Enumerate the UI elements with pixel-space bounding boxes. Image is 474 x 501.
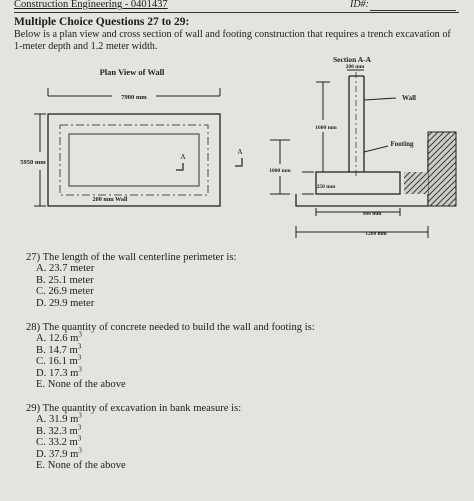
question-27 bbox=[26, 252, 236, 309]
plan-wall-label: 200 mm Wall bbox=[92, 196, 128, 203]
id-label: ID#: bbox=[350, 0, 369, 10]
svg-text:Wall: Wall bbox=[401, 94, 417, 102]
footing-name-callout bbox=[364, 140, 414, 152]
wall-height-dimension bbox=[315, 82, 337, 172]
section-footing bbox=[316, 172, 400, 194]
question-29 bbox=[26, 403, 241, 471]
section-title: Multiple Choice Questions 27 to 29: bbox=[14, 16, 190, 28]
plan-length-dimension bbox=[48, 88, 220, 101]
page-header bbox=[14, 0, 459, 13]
answer-option[interactable]: E. None of the above bbox=[36, 379, 126, 391]
answer-option[interactable]: B. 32.3 $m^3$ bbox=[36, 423, 82, 437]
plan-length-label: 7900 mm bbox=[121, 94, 147, 101]
answer-option[interactable]: C. 33.2 $m^3$ bbox=[36, 434, 82, 449]
plan-wall-outer bbox=[48, 114, 220, 206]
svg-text:A: A bbox=[180, 152, 186, 161]
question-stem: 27) The length of the wall centerline perimeter is: bbox=[26, 252, 237, 263]
question-stem: 29) The quantity of excavation in bank measure is: bbox=[26, 403, 242, 414]
soil-hatch bbox=[428, 132, 456, 206]
plan-view-title: Plan View of Wall bbox=[99, 67, 165, 77]
answer-option[interactable]: E. None of the above bbox=[36, 460, 126, 472]
section-marker-right bbox=[235, 147, 243, 166]
svg-text:1600 mm: 1600 mm bbox=[315, 125, 337, 131]
footing-depth-dimension bbox=[302, 172, 336, 194]
answer-option[interactable]: C. 16.1 $m^3$ bbox=[36, 353, 82, 368]
footing-width-dimension bbox=[316, 208, 400, 217]
svg-text:250 mm: 250 mm bbox=[316, 184, 336, 190]
id-blank-line bbox=[370, 10, 456, 11]
question-stem: 28) The quantity of concrete needed to build the wall and footing is: bbox=[26, 322, 315, 333]
svg-text:900 mm: 900 mm bbox=[362, 211, 382, 217]
question-28 bbox=[26, 322, 315, 390]
plan-width-label: 5950 mm bbox=[20, 159, 46, 166]
answer-option[interactable]: D. 37.9 $m^3$ bbox=[36, 446, 82, 460]
section-wall bbox=[349, 76, 364, 172]
svg-text:1200 mm: 1200 mm bbox=[365, 231, 387, 237]
svg-text:200 mm: 200 mm bbox=[345, 64, 365, 70]
answer-option[interactable]: A. 12.6 $m^3$ bbox=[36, 330, 82, 345]
answer-option[interactable]: B. 25.1 meter bbox=[36, 274, 94, 286]
svg-text:Footing: Footing bbox=[390, 140, 414, 148]
intro-text: Below is a plan view and cross section of wall and footing construction that requires a trench excavation of 1-meter depth and 1.2 meter width. bbox=[14, 29, 451, 52]
answer-option[interactable]: D. 29.9 meter bbox=[36, 297, 95, 309]
trench-width-dimension bbox=[296, 226, 428, 238]
section-marker-left bbox=[176, 152, 186, 170]
answer-option[interactable]: B. 14.7 $m^3$ bbox=[36, 342, 82, 356]
answer-option[interactable]: A. 31.9 $m^3$ bbox=[36, 411, 82, 426]
excavation-depth-dimension bbox=[269, 140, 291, 194]
wall-name-callout bbox=[364, 94, 416, 102]
svg-text:1000 mm: 1000 mm bbox=[269, 168, 291, 174]
answer-option[interactable]: C. 26.9 meter bbox=[36, 286, 94, 298]
wall-footing-diagram bbox=[0, 50, 474, 245]
answer-option[interactable]: A. 23.7 meter bbox=[36, 263, 95, 275]
answer-option[interactable]: D. 17.3 $m^3$ bbox=[36, 365, 82, 379]
plan-width-dimension bbox=[20, 114, 46, 206]
wall-thickness-dimension bbox=[346, 64, 365, 70]
section-title: Section A-A bbox=[332, 55, 372, 64]
svg-text:A: A bbox=[237, 147, 243, 156]
course-title: Construction Engineering - 0401437 bbox=[14, 0, 168, 10]
plan-footing-dashed bbox=[60, 125, 208, 195]
